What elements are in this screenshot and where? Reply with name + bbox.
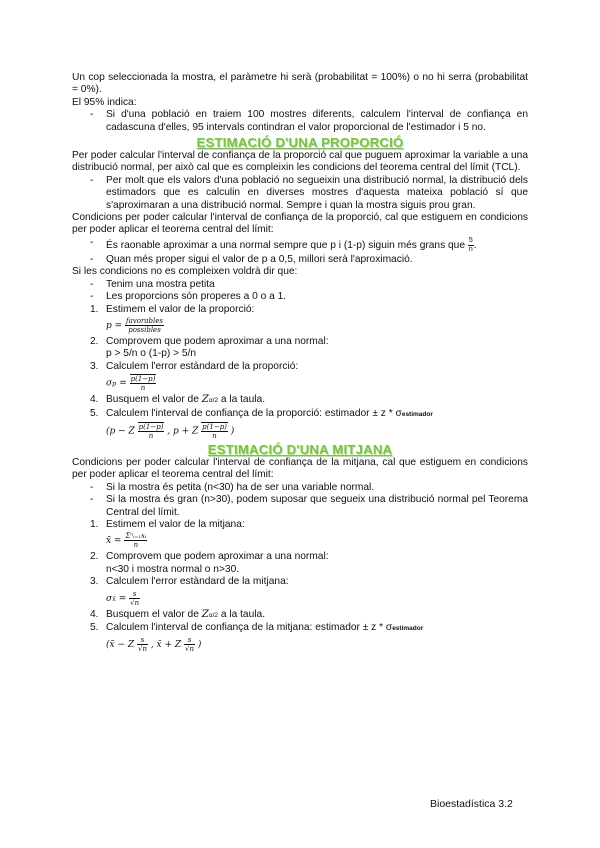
section-heading-proporcio: ESTIMACIÓ D'UNA PROPORCIÓ bbox=[196, 135, 404, 151]
formula: p = $\frac{\text{favorables}}{\text{possibles}}$ bbox=[106, 316, 163, 334]
step-item: 4. Busquem el valor de Zα/2 a la taula. bbox=[90, 394, 266, 406]
condition-bullet: - Les proporcions són properes a 0 o a 1. bbox=[90, 291, 287, 303]
intro-paragraph: Un cop seleccionada la mostra, el paràmetre hi serà (probabilitat = 100%) o no hi serra (probabilitat = 0%). bbox=[72, 72, 528, 96]
intro-line: El 95% indica: bbox=[72, 96, 137, 108]
formula: x̄ = $\frac{\text{Σⁿᵢ₌₁xᵢ}}{n}$ bbox=[106, 532, 147, 550]
step-item: 2. Comprovem que podem aproximar a una normal: p > 5/n o (1-p) > 5/n bbox=[90, 335, 329, 360]
step-item: 4. Busquem el valor de Zα/2 a la taula. bbox=[90, 608, 266, 620]
condition-bullet: - Quan més proper sigui el valor de p a 0,5, millori serà l'aproximació. bbox=[90, 253, 413, 265]
step-item: 5. Calculem l'interval de confiança de la proporció: estimador ± z * σestimador bbox=[90, 407, 433, 419]
section-heading-mitjana: ESTIMACIÓ D'UNA MITJANA bbox=[207, 441, 393, 457]
bullet-marker: - bbox=[90, 109, 94, 121]
step-item: 2. Comprovem que podem aproximar a una normal: n<30 i mostra normal o n>30. bbox=[90, 551, 329, 575]
formula: σx̄ = $\frac{s}{√n}$ bbox=[106, 589, 140, 607]
conditions-paragraph: Condicions per poder calcular l'interval de confiança de la mitjana, cal que estiguem en condicions per poder aplicar el teorema central del límit: bbox=[72, 456, 528, 481]
conditions-paragraph: Condicions per poder calcular l'interval de confiança de la proporció, cal que estiguem en condicions per poder aplicar el teorema central del límit: bbox=[72, 212, 528, 236]
formula: σp = $\frac{p(1-p)}{n}$ bbox=[106, 375, 156, 393]
formula: (p − Z $\frac{p(1-p)}{n}$ , p + Z $\frac{p(1-p)}{n}$ ) bbox=[106, 422, 235, 440]
section-paragraph: Per poder calcular l'interval de confiança de la proporció cal que puguem aproximar la variable a una distribució normal, per això cal que es compleixin les condicions del teorema central del límit (TCL). bbox=[72, 150, 528, 174]
step-item: 3. Calculem l'error estàndard de la mitjana: bbox=[90, 576, 289, 588]
page-footer: Bioestadística 3.2 bbox=[430, 798, 513, 810]
condition-bullet: - Tenim una mostra petita bbox=[90, 278, 215, 290]
step-item: 5. Calculem l'interval de confiança de la mitjana: estimador ± z * σestimador bbox=[90, 622, 424, 633]
condition-bullet: - Si la mostra és gran (n>30), podem suposar que segueix una distribució normal pel Teorema Central del límit. bbox=[90, 494, 528, 518]
section-bullet: - Per molt que els valors d'una població no segueixin una distribució normal, la distribució dels estimadors que es calculin en diverses mostres d'aquesta mateixa població sí que s'aproximaran a una distribució normal. Sempre i quan la mostra siguis prou gran. bbox=[90, 174, 528, 211]
intro-bullet: - Si d'una població en traiem 100 mostres diferents, calculem l'interval de confiança en cadascuna d'elles, 95 intervals contindran el valor proporcional de l'estimador i 5 no. bbox=[90, 109, 528, 133]
paragraph: Si les condicions no es compleixen voldrà dir que: bbox=[72, 266, 298, 278]
step-item: 1. Estimem el valor de la mitjana: bbox=[90, 518, 245, 530]
step-item: 3. Calculem l'error estàndard de la proporció: bbox=[90, 360, 299, 372]
formula: (x̄ − Z $\frac{s}{√n}$ , x̄ + Z $\frac{s}{√n}$ ) bbox=[106, 636, 202, 654]
condition-bullet: - Si la mostra és petita (n<30) ha de ser una variable normal. bbox=[90, 481, 375, 493]
fraction: $\frac{5}{n}$ bbox=[468, 236, 473, 253]
condition-bullet: - És raonable aproximar a una normal sempre que p i (1-p) siguin més grans que $\frac{5}{n}$ . bbox=[90, 236, 477, 253]
step-item: 1. Estimem el valor de la proporció: bbox=[90, 303, 255, 315]
document-body bbox=[72, 72, 528, 655]
